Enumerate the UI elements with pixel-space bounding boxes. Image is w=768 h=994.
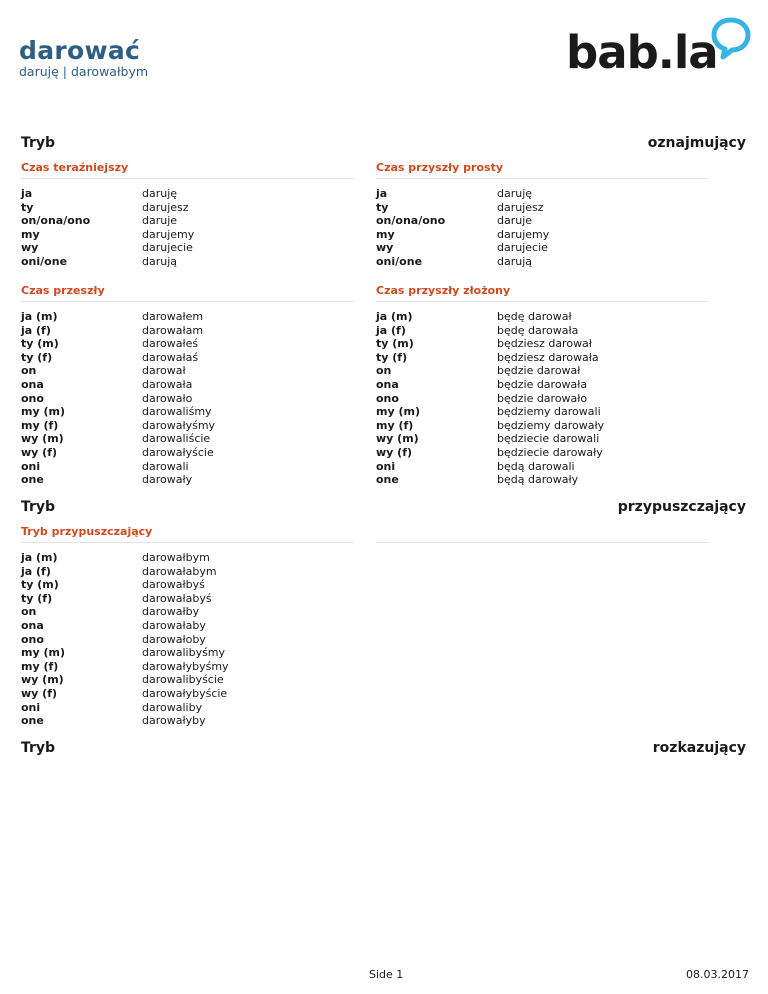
pronoun: ja (m) — [21, 310, 58, 323]
verb-form: darujecie — [142, 241, 193, 255]
pronoun: wy — [21, 241, 39, 255]
verb-form: darujemy — [497, 227, 550, 241]
verb-form: daruję — [142, 187, 178, 200]
pronoun: ty (f) — [21, 350, 53, 364]
pronoun: ty — [21, 200, 34, 214]
verb-form: będą darowały — [497, 473, 579, 487]
conjugation-row — [21, 565, 354, 579]
pronoun: wy (f) — [21, 686, 58, 700]
pronoun: wy (m) — [21, 432, 64, 446]
pronoun: oni — [21, 700, 41, 714]
page-number: Side 1 — [369, 968, 404, 981]
verb-form: darowałabyś — [142, 591, 212, 605]
pronoun: ja (f) — [376, 323, 406, 337]
pronoun: ja — [376, 187, 388, 200]
mood-heading-indicative — [21, 135, 746, 153]
verb-form: darowaliście — [142, 432, 211, 446]
tense-present — [21, 161, 354, 269]
mood-name: przypuszczający — [617, 499, 746, 515]
conjugation-row — [21, 241, 354, 255]
conjugation-row — [21, 324, 354, 338]
pronoun: ja (f) — [21, 323, 51, 337]
verb-form: darowałaby — [142, 618, 206, 632]
verb-form: darujesz — [497, 200, 544, 214]
pronoun: my (m) — [21, 646, 65, 660]
mood-label: Tryb — [21, 740, 56, 756]
speech-bubble-icon — [710, 16, 752, 60]
conjugation-row — [376, 378, 709, 392]
pronoun: wy (f) — [376, 445, 413, 459]
verb-form: darowałam — [142, 323, 204, 337]
conjugation-row — [21, 364, 354, 378]
conjugation-row — [21, 392, 354, 406]
pronoun: wy (m) — [376, 432, 419, 446]
verb-form: darowałoby — [142, 632, 206, 646]
mood-label: Tryb — [21, 499, 56, 515]
pronoun: oni/one — [21, 254, 68, 268]
verb-form: będę darowała — [497, 323, 579, 337]
pronoun: ja — [21, 187, 33, 200]
pronoun: my (m) — [21, 405, 65, 419]
conjugation-row — [376, 351, 709, 365]
tense-title: Tryb przypuszczający — [21, 525, 354, 543]
verb-form: darowałabym — [142, 564, 217, 578]
conjugation-list — [21, 310, 354, 487]
pronoun: wy — [376, 241, 394, 255]
pronoun: on — [376, 364, 392, 378]
verb-form: będziemy darowały — [497, 418, 605, 432]
pronoun: on/ona/ono — [376, 214, 446, 228]
conjugation-row — [376, 446, 709, 460]
verb-form: darowały — [142, 473, 193, 487]
pronoun: oni — [376, 459, 396, 473]
verb-form: daruję — [497, 187, 533, 200]
conjugation-row — [376, 228, 709, 242]
verb-form: będą darowali — [497, 459, 575, 473]
verb-form: daruje — [497, 214, 533, 228]
conjugation-row — [21, 473, 354, 487]
conjugation-row — [21, 592, 354, 606]
conjugation-row — [21, 378, 354, 392]
pronoun: ono — [21, 391, 44, 405]
mood-name: rozkazujący — [652, 740, 746, 756]
conjugation-row — [21, 673, 354, 687]
verb-form: darowaliby — [142, 700, 203, 714]
pronoun: oni — [21, 459, 41, 473]
conjugation-row — [21, 687, 354, 701]
pronoun: wy (m) — [21, 673, 64, 687]
page-title: darować — [19, 36, 141, 65]
verb-form: darowałybyśmy — [142, 659, 229, 673]
conjugation-row — [21, 337, 354, 351]
conjugation-row — [376, 201, 709, 215]
pronoun: ty — [376, 200, 389, 214]
pronoun: ja (m) — [376, 310, 413, 323]
verb-form: darowałby — [142, 605, 200, 619]
conjugation-row — [376, 337, 709, 351]
conjugation-row — [376, 214, 709, 228]
tense-future-compound — [376, 284, 709, 487]
pronoun: my — [21, 227, 40, 241]
verb-form: darowali — [142, 459, 189, 473]
pronoun: on/ona/ono — [21, 214, 91, 228]
conjugation-row — [21, 701, 354, 715]
verb-form: darują — [497, 254, 533, 268]
pronoun: ja (m) — [21, 551, 58, 564]
mood-heading-imperative — [21, 740, 746, 758]
verb-form: darujesz — [142, 200, 189, 214]
verb-form: będzie darowała — [497, 377, 588, 391]
page-subtitle: daruję | darowałbym — [19, 64, 149, 79]
verb-form: darowałbym — [142, 551, 210, 564]
pronoun: ona — [21, 377, 44, 391]
conjugation-row — [21, 633, 354, 647]
verb-form: darujecie — [497, 241, 548, 255]
verb-form: darowałybyście — [142, 686, 228, 700]
verb-form: będziemy darowali — [497, 405, 601, 419]
mood-heading-conditional — [21, 499, 746, 517]
conjugation-row — [376, 460, 709, 474]
conjugation-list — [376, 310, 709, 487]
verb-form: darowałeś — [142, 337, 199, 351]
pronoun: ty (m) — [21, 337, 59, 351]
verb-form: darowałbyś — [142, 578, 205, 592]
conjugation-row — [21, 619, 354, 633]
conjugation-row — [376, 187, 709, 201]
pronoun: my — [376, 227, 395, 241]
conjugation-row — [376, 405, 709, 419]
mood-label: Tryb — [21, 135, 56, 151]
tense-conditional — [21, 525, 354, 728]
conjugation-row — [376, 432, 709, 446]
conjugation-row — [376, 241, 709, 255]
verb-form: darowałaś — [142, 350, 199, 364]
conjugation-row — [21, 660, 354, 674]
pronoun: oni/one — [376, 254, 423, 268]
pronoun: ty (f) — [21, 591, 53, 605]
verb-form: będziesz darowała — [497, 350, 599, 364]
conjugation-row — [21, 578, 354, 592]
conjugation-row — [376, 324, 709, 338]
verb-form: darowała — [142, 377, 193, 391]
conjugation-row — [21, 201, 354, 215]
pronoun: ono — [376, 391, 399, 405]
verb-form: będziecie darowały — [497, 445, 603, 459]
pronoun: ona — [21, 618, 44, 632]
pronoun: ona — [376, 377, 399, 391]
pronoun: ono — [21, 632, 44, 646]
pronoun: ty (m) — [376, 337, 414, 351]
tense-title: Czas przyszły prosty — [376, 161, 709, 179]
verb-form: daruje — [142, 214, 178, 228]
print-date: 08.03.2017 — [686, 968, 749, 981]
conjugation-row — [21, 432, 354, 446]
pronoun: one — [21, 714, 44, 728]
conjugation-row — [21, 646, 354, 660]
verb-form: będziecie darowali — [497, 432, 600, 446]
pronoun: ja (f) — [21, 564, 51, 578]
logo-wordmark: bab.la — [566, 26, 718, 79]
conjugation-row — [21, 551, 354, 565]
conjugation-row — [376, 392, 709, 406]
pronoun: my (f) — [21, 418, 59, 432]
pronoun: wy (f) — [21, 445, 58, 459]
pronoun: ty (f) — [376, 350, 408, 364]
conjugation-row — [376, 364, 709, 378]
conjugation-row — [21, 605, 354, 619]
conjugation-row — [21, 214, 354, 228]
tense-title: Czas przeszły — [21, 284, 354, 302]
conjugation-row — [21, 228, 354, 242]
page-header — [19, 38, 148, 79]
conjugation-row — [376, 473, 709, 487]
tense-past — [21, 284, 354, 487]
verb-form: darowalibyście — [142, 673, 224, 687]
verb-form: będzie darowało — [497, 391, 588, 405]
verb-form: darowałem — [142, 310, 204, 323]
conjugation-row — [21, 351, 354, 365]
conjugation-row — [376, 419, 709, 433]
tense-title-divider — [376, 525, 709, 543]
conjugation-list — [21, 187, 354, 269]
conjugation-row — [21, 460, 354, 474]
conjugation-list — [376, 187, 709, 269]
pronoun: on — [21, 364, 37, 378]
pronoun: my (m) — [376, 405, 420, 419]
verb-form: darowałyby — [142, 714, 206, 728]
conjugation-list — [21, 551, 354, 728]
verb-form: darowalibyśmy — [142, 646, 226, 660]
conjugation-row — [21, 419, 354, 433]
pronoun: one — [21, 473, 44, 487]
verb-form: darujemy — [142, 227, 195, 241]
verb-form: darowało — [142, 391, 193, 405]
conjugation-row — [21, 405, 354, 419]
pronoun: on — [21, 605, 37, 619]
verb-form: darowałyśmy — [142, 418, 216, 432]
conjugation-row — [376, 310, 709, 324]
verb-form: darowaliśmy — [142, 405, 212, 419]
mood-name: oznajmujący — [647, 135, 746, 151]
verb-form: darowałyście — [142, 445, 214, 459]
conjugation-row — [21, 255, 354, 269]
verb-form: będzie darował — [497, 364, 581, 378]
conjugation-row — [376, 255, 709, 269]
tense-title: Czas przyszły złożony — [376, 284, 709, 302]
verb-form: darował — [142, 364, 186, 378]
pronoun: my (f) — [376, 418, 414, 432]
verb-form: będziesz darował — [497, 337, 592, 351]
verb-form: darują — [142, 254, 178, 268]
conjugation-row — [21, 446, 354, 460]
conjugation-row — [21, 714, 354, 728]
verb-form: będę darował — [497, 310, 572, 323]
tense-title: Czas teraźniejszy — [21, 161, 354, 179]
conjugation-row — [21, 187, 354, 201]
pronoun: ty (m) — [21, 578, 59, 592]
pronoun: one — [376, 473, 399, 487]
tense-future-simple — [376, 161, 709, 269]
tense-empty — [376, 525, 709, 543]
conjugation-row — [21, 310, 354, 324]
babla-logo — [566, 14, 752, 78]
pronoun: my (f) — [21, 659, 59, 673]
